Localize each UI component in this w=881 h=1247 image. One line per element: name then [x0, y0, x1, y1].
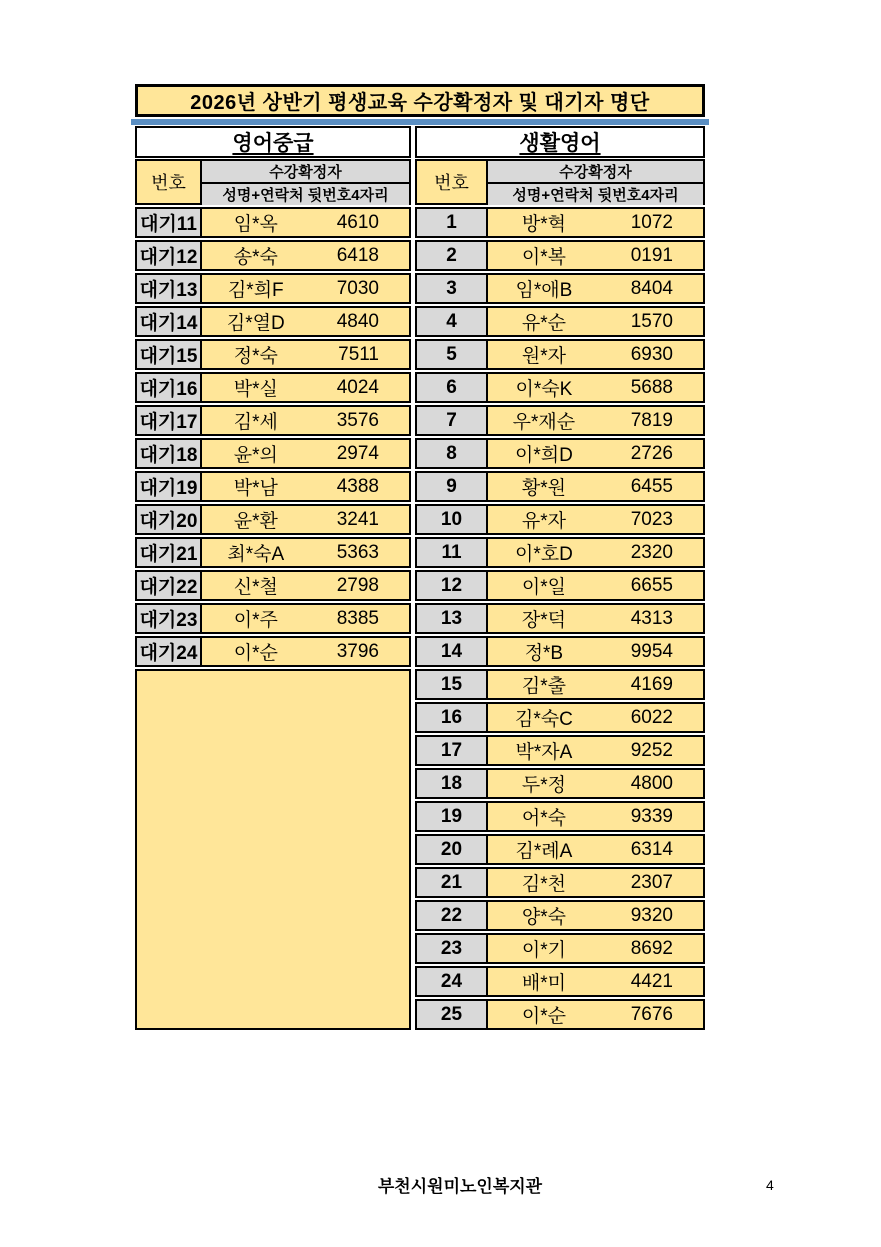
member-name: 우*재순 — [512, 412, 576, 433]
header-no: 번호 — [135, 159, 202, 205]
phone-last4: 9252 — [630, 739, 673, 761]
member-name: 정*B — [524, 643, 564, 664]
member-name: 이*일 — [521, 577, 566, 598]
phone-last4: 7676 — [630, 1003, 673, 1025]
table-row — [415, 603, 705, 634]
phone-last4: 4313 — [630, 607, 673, 629]
row-number: 21 — [415, 867, 488, 898]
row-name-cell — [202, 339, 411, 370]
phone-last4: 2798 — [336, 574, 379, 596]
row-name-cell — [202, 372, 411, 403]
page-title: 2026년 상반기 평생교육 수강확정자 및 대기자 명단 — [135, 84, 705, 117]
row-name-cell — [202, 537, 411, 568]
row-number: 19 — [415, 801, 488, 832]
member-name: 송*숙 — [233, 247, 278, 268]
course-title: 생활영어 — [415, 126, 705, 158]
row-number: 대기24 — [135, 636, 202, 667]
table-row — [415, 570, 705, 601]
row-number: 대기18 — [135, 438, 202, 469]
row-name-cell — [488, 504, 705, 535]
member-name: 임*옥 — [233, 214, 278, 235]
phone-last4: 2320 — [630, 541, 673, 563]
member-name: 원*자 — [521, 346, 566, 367]
phone-last4: 9954 — [630, 640, 673, 662]
phone-last4: 4388 — [336, 475, 379, 497]
table-row — [135, 306, 411, 337]
phone-last4: 1570 — [630, 310, 673, 332]
table-row — [135, 471, 411, 502]
header-name-phone: 성명+연락처 뒷번호4자리 — [488, 184, 703, 205]
table-row — [415, 966, 705, 997]
phone-last4: 4610 — [336, 211, 379, 233]
member-name: 박*실 — [233, 379, 278, 400]
phone-last4: 6930 — [630, 343, 673, 365]
row-name-cell — [488, 471, 705, 502]
row-number: 1 — [415, 207, 488, 238]
member-name: 황*원 — [521, 478, 566, 499]
row-number: 25 — [415, 999, 488, 1030]
table-row — [135, 537, 411, 568]
row-number: 대기22 — [135, 570, 202, 601]
footer-org-name: 부천시원미노인복지관 — [377, 1177, 543, 1196]
row-name-cell — [488, 438, 705, 469]
member-name: 이*기 — [521, 940, 566, 961]
table-row — [415, 438, 705, 469]
row-name-cell — [488, 240, 705, 271]
member-name: 양*숙 — [521, 907, 566, 928]
phone-last4: 6418 — [336, 244, 379, 266]
table-row — [135, 405, 411, 436]
member-name: 최*숙A — [227, 544, 285, 565]
member-name: 이*주 — [233, 610, 278, 631]
phone-last4: 4800 — [630, 772, 673, 794]
table-row — [415, 768, 705, 799]
table-row — [415, 735, 705, 766]
table-row — [415, 240, 705, 271]
row-number: 18 — [415, 768, 488, 799]
phone-last4: 3241 — [336, 508, 379, 530]
row-name-cell — [202, 405, 411, 436]
row-number: 대기13 — [135, 273, 202, 304]
member-name: 박*자A — [515, 742, 573, 763]
table-row — [415, 306, 705, 337]
row-name-cell — [202, 636, 411, 667]
row-number: 대기15 — [135, 339, 202, 370]
phone-last4: 4024 — [336, 376, 379, 398]
row-number: 16 — [415, 702, 488, 733]
row-name-cell — [488, 636, 705, 667]
phone-last4: 3796 — [336, 640, 379, 662]
member-name: 이*복 — [521, 247, 566, 268]
table-row — [415, 405, 705, 436]
header-confirmed: 수강확정자 — [488, 161, 703, 184]
table-row — [415, 273, 705, 304]
table-row — [415, 372, 705, 403]
table-row — [135, 636, 411, 667]
phone-last4: 9339 — [630, 805, 673, 827]
table-row — [415, 999, 705, 1030]
row-number: 대기11 — [135, 207, 202, 238]
row-name-cell — [202, 570, 411, 601]
phone-last4: 4169 — [630, 673, 673, 695]
row-number: 대기23 — [135, 603, 202, 634]
row-name-cell — [488, 405, 705, 436]
row-name-cell — [488, 999, 705, 1030]
table-row — [415, 867, 705, 898]
row-number: 24 — [415, 966, 488, 997]
row-number: 14 — [415, 636, 488, 667]
row-number: 대기14 — [135, 306, 202, 337]
row-number: 2 — [415, 240, 488, 271]
row-number: 23 — [415, 933, 488, 964]
row-name-cell — [202, 471, 411, 502]
row-name-cell — [488, 900, 705, 931]
member-name: 김*열D — [226, 313, 285, 334]
blue-divider — [131, 119, 709, 125]
empty-filler-cell — [135, 669, 411, 1030]
member-name: 김*희F — [227, 280, 284, 301]
row-number: 13 — [415, 603, 488, 634]
table-row — [135, 438, 411, 469]
row-number: 15 — [415, 669, 488, 700]
table-row — [135, 240, 411, 271]
member-name: 이*순 — [233, 643, 278, 664]
row-name-cell — [488, 966, 705, 997]
member-name: 박*남 — [233, 478, 278, 499]
table-row — [415, 933, 705, 964]
table-row — [135, 504, 411, 535]
row-name-cell — [488, 702, 705, 733]
row-name-cell — [488, 306, 705, 337]
header-right-block — [488, 159, 705, 205]
course-title: 영어중급 — [135, 126, 411, 158]
table-row — [415, 471, 705, 502]
table-row — [415, 504, 705, 535]
table-row — [415, 669, 705, 700]
member-name: 유*순 — [521, 313, 566, 334]
member-name: 윤*환 — [233, 511, 278, 532]
member-name: 이*숙K — [515, 379, 573, 400]
header-name-phone: 성명+연락처 뒷번호4자리 — [202, 184, 409, 205]
rows-container — [415, 207, 705, 1030]
row-number: 4 — [415, 306, 488, 337]
row-name-cell — [488, 372, 705, 403]
row-number: 8 — [415, 438, 488, 469]
row-number: 22 — [415, 900, 488, 931]
header-confirmed: 수강확정자 — [202, 161, 409, 184]
row-name-cell — [488, 603, 705, 634]
member-name: 임*애B — [515, 280, 573, 301]
row-name-cell — [488, 768, 705, 799]
phone-last4: 5363 — [336, 541, 379, 563]
table-row — [415, 702, 705, 733]
phone-last4: 7023 — [630, 508, 673, 530]
phone-last4: 0191 — [630, 244, 673, 266]
member-name: 김*례A — [515, 841, 573, 862]
member-name: 이*순 — [521, 1006, 566, 1027]
phone-last4: 7819 — [630, 409, 673, 431]
table-row — [135, 570, 411, 601]
member-name: 어*숙 — [521, 808, 566, 829]
row-number: 10 — [415, 504, 488, 535]
member-name: 방*혁 — [521, 214, 566, 235]
row-name-cell — [488, 735, 705, 766]
row-number: 5 — [415, 339, 488, 370]
phone-last4: 4421 — [630, 970, 673, 992]
row-number: 대기21 — [135, 537, 202, 568]
row-name-cell — [488, 669, 705, 700]
table-header — [415, 159, 705, 205]
phone-last4: 8385 — [336, 607, 379, 629]
row-name-cell — [202, 273, 411, 304]
phone-last4: 8404 — [630, 277, 673, 299]
header-no: 번호 — [415, 159, 488, 205]
row-number: 대기16 — [135, 372, 202, 403]
row-name-cell — [488, 933, 705, 964]
phone-last4: 9320 — [630, 904, 673, 926]
row-number: 12 — [415, 570, 488, 601]
row-name-cell — [488, 801, 705, 832]
phone-last4: 2974 — [336, 442, 379, 464]
row-number: 9 — [415, 471, 488, 502]
row-number: 대기17 — [135, 405, 202, 436]
row-name-cell — [202, 240, 411, 271]
row-name-cell — [202, 504, 411, 535]
row-number: 대기20 — [135, 504, 202, 535]
course-section-yeongeo-junggeup — [135, 126, 411, 1032]
table-row — [135, 339, 411, 370]
table-row — [415, 636, 705, 667]
header-right-block — [202, 159, 411, 205]
table-header — [135, 159, 411, 205]
row-name-cell — [202, 306, 411, 337]
phone-last4: 6455 — [630, 475, 673, 497]
course-section-saenghwal-yeongeo — [415, 126, 705, 1032]
member-name: 유*자 — [521, 511, 566, 532]
member-name: 장*덕 — [521, 610, 566, 631]
row-name-cell — [488, 273, 705, 304]
phone-last4: 7030 — [336, 277, 379, 299]
table-row — [415, 207, 705, 238]
table-row — [135, 273, 411, 304]
member-name: 두*정 — [521, 775, 566, 796]
phone-last4: 7511 — [338, 343, 379, 365]
phone-last4: 2726 — [630, 442, 673, 464]
rows-container — [135, 207, 411, 667]
phone-last4: 6314 — [630, 838, 673, 860]
member-name: 김*세 — [233, 412, 278, 433]
document-body — [135, 84, 705, 1032]
row-name-cell — [202, 603, 411, 634]
row-number: 17 — [415, 735, 488, 766]
row-number: 6 — [415, 372, 488, 403]
member-name: 이*희D — [514, 445, 573, 466]
member-name: 신*철 — [233, 577, 278, 598]
row-name-cell — [488, 339, 705, 370]
phone-last4: 6655 — [630, 574, 673, 596]
row-name-cell — [488, 537, 705, 568]
row-name-cell — [202, 207, 411, 238]
phone-last4: 2307 — [630, 871, 673, 893]
tables-container — [135, 126, 705, 1032]
table-row — [415, 834, 705, 865]
row-name-cell — [488, 867, 705, 898]
table-row — [135, 207, 411, 238]
member-name: 이*호D — [514, 544, 573, 565]
row-number: 7 — [415, 405, 488, 436]
member-name: 배*미 — [521, 973, 566, 994]
member-name: 정*숙 — [233, 346, 278, 367]
table-row — [415, 801, 705, 832]
row-name-cell — [488, 834, 705, 865]
member-name: 김*천 — [521, 874, 566, 895]
row-number: 3 — [415, 273, 488, 304]
phone-last4: 4840 — [336, 310, 379, 332]
page-number: 4 — [766, 1177, 774, 1193]
table-row — [135, 372, 411, 403]
table-row — [415, 900, 705, 931]
row-number: 대기19 — [135, 471, 202, 502]
row-name-cell — [488, 207, 705, 238]
row-number: 20 — [415, 834, 488, 865]
row-name-cell — [202, 438, 411, 469]
phone-last4: 3576 — [336, 409, 379, 431]
table-row — [415, 537, 705, 568]
member-name: 김*숙C — [514, 709, 573, 730]
row-number: 대기12 — [135, 240, 202, 271]
phone-last4: 1072 — [630, 211, 673, 233]
phone-last4: 5688 — [630, 376, 673, 398]
phone-last4: 6022 — [630, 706, 673, 728]
member-name: 윤*의 — [233, 445, 278, 466]
table-row — [135, 603, 411, 634]
table-row — [415, 339, 705, 370]
row-number: 11 — [415, 537, 488, 568]
row-name-cell — [488, 570, 705, 601]
member-name: 김*출 — [521, 676, 566, 697]
phone-last4: 8692 — [630, 937, 673, 959]
